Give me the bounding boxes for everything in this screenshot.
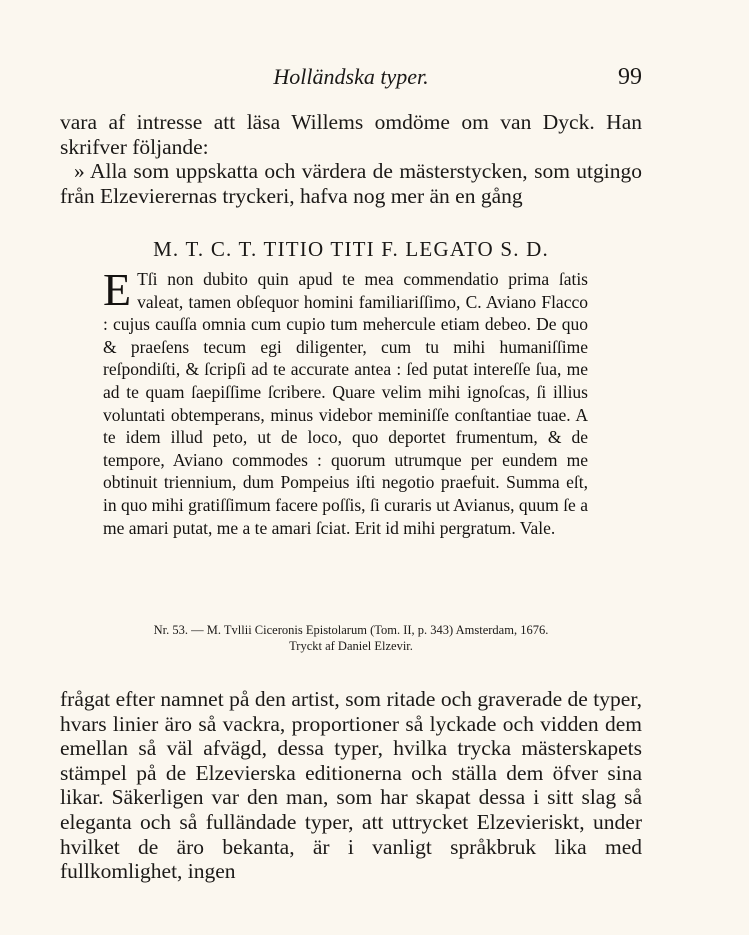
continuation-paragraph: frågat efter namnet på den artist, som ritade och graverade de typer, hvars linier äro så vackra, proportioner så lyckade och vidden dem emellan så väl afvägd, dessa typer, hvilka trycka mästerskapets stämpel på de Elzevierska editionerna och ställa dem öfver sina likar. Säkerligen var den man, som har skapat dessa i sitt slag så eleganta och så fulländade typer, att uttrycket Elzevieriskt, under hvilket de äro bekanta, är i vanligt språkbruk lika med fullkomlighet, ingen [60,687,642,884]
running-title: Holländska typer. [273,64,429,89]
drop-cap: E [103,264,132,315]
specimen-title: M. T. C. T. TITIO TITI F. LEGATO S. D. [153,237,549,261]
caption-line-1: Nr. 53. — M. Tvllii Ciceronis Epistolarum (Tom. II, p. 343) Amsterdam, 1676. [153,623,549,637]
specimen-text: Tſi non dubito quin apud te mea commendatio prima ſatis valeat, tamen obſequor homini familiariſſimo, C. Aviano Flacco : cujus cauſſa omnia cum cupio tum mehercule etiam debeo. De quo & praeſens tecum egi diligenter, cum tu mihi humaniſſime reſpondiſti, & ſcripſi ad te accurate antea : ſed putat intereſſe ſua, me ad te quam ſaepiſſime ſcribere. Quare velim mihi ignoſcas, ſi illius voluntati obtemperans, minus videbor meminiſſe conſtantiae tuae. A te idem illud peto, ut de loco, quo deportet frumentum, & de tempore, Aviano commodes : quorum utrumque per eundem me obtinuit triennium, dum Pompeius iſti negotio praefuit. Summa eſt, in quo mihi gratiſſimum facere poſſis, ſi curaris ut Avianus, quum ſe a me amari putat, me a te amari ſciat. Erit id mihi pergratum. Vale. [103,269,588,538]
specimen-text-block [103,264,588,539]
intro-text [60,110,642,208]
intro-paragraph-1: vara af intresse att läsa Willems omdöme om van Dyck. Han skrifver följande: [60,110,642,159]
intro-paragraph-2: » Alla som uppskatta och värdera de mästerstycken, som utgingo från Elzevierernas tryckeri, hafva nog mer än en gång [60,159,642,208]
page-number: 99 [618,64,642,90]
caption-line-2: Tryckt af Daniel Elzevir. [289,639,413,653]
figure-caption [60,622,642,654]
page-header [60,62,642,96]
continuation-text-block [60,687,642,884]
